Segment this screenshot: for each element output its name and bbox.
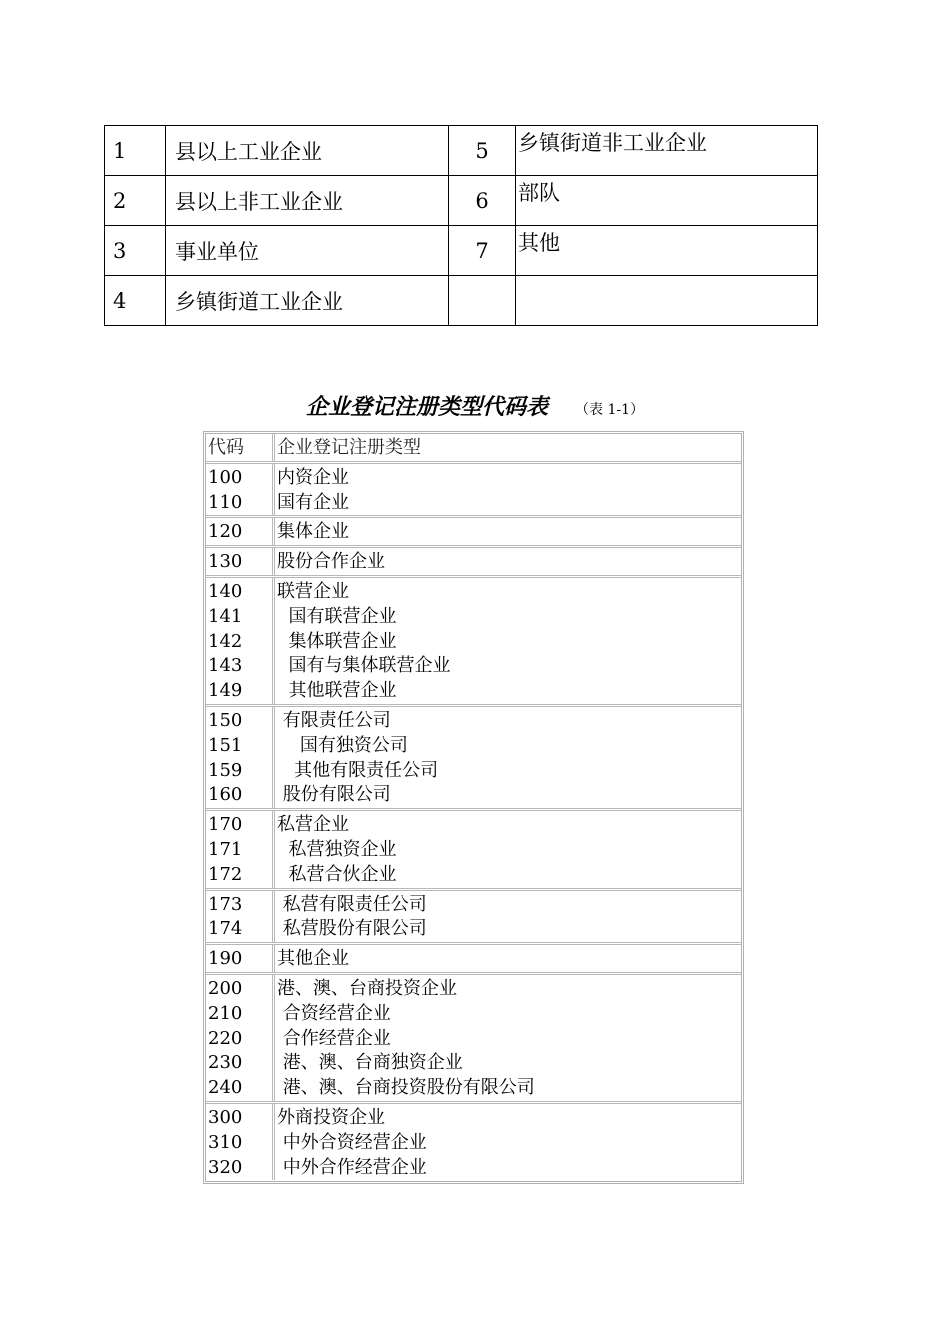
code-value: 151 <box>208 734 243 756</box>
code-cell <box>206 578 275 704</box>
type-name-cell <box>275 578 741 704</box>
code-value: 210 <box>208 1002 243 1024</box>
header-name-cell <box>275 434 741 461</box>
header-code: 代码 <box>208 437 244 458</box>
registration-table-subtitle: （表 1-1） <box>575 402 645 418</box>
type-name: 有限责任公司 <box>277 709 391 731</box>
code-cell <box>206 464 275 516</box>
header-name: 企业登记注册类型 <box>277 437 421 458</box>
type-name: 国有联营企业 <box>277 605 397 627</box>
type-name: 私营独资企业 <box>277 838 397 860</box>
type-name-cell <box>275 548 741 575</box>
code-value: 320 <box>208 1156 243 1178</box>
category-row <box>105 126 818 176</box>
code-value: 120 <box>208 521 243 543</box>
code-value: 140 <box>208 580 243 602</box>
code-value: 100 <box>208 466 243 488</box>
category-label-right: 部队 <box>516 176 818 226</box>
type-name: 合资经营企业 <box>277 1002 391 1024</box>
code-value: 310 <box>208 1131 243 1153</box>
category-row <box>105 226 818 276</box>
code-cell <box>206 891 275 943</box>
type-name-cell <box>275 945 741 972</box>
category-number-left: 2 <box>105 176 166 226</box>
code-value: 300 <box>208 1106 243 1128</box>
category-label-right <box>516 276 818 326</box>
category-label-left: 县以上工业企业 <box>166 126 449 176</box>
category-row <box>105 276 818 326</box>
category-table <box>104 125 818 326</box>
type-name: 集体企业 <box>277 521 349 543</box>
code-value: 141 <box>208 605 243 627</box>
table-row-group <box>206 975 741 1104</box>
type-name: 其他企业 <box>277 948 349 970</box>
type-name-cell <box>275 518 741 545</box>
type-name-cell <box>275 891 741 943</box>
type-name-cell <box>275 707 741 808</box>
registration-type-table <box>203 431 744 1184</box>
code-value: 240 <box>208 1077 243 1099</box>
code-value: 159 <box>208 759 243 781</box>
category-number-right: 5 <box>449 126 516 176</box>
category-row <box>105 176 818 226</box>
type-name: 其他联营企业 <box>277 680 397 702</box>
code-value: 150 <box>208 709 243 731</box>
type-name: 集体联营企业 <box>277 630 397 652</box>
type-name-cell <box>275 975 741 1101</box>
type-name-cell <box>275 1104 741 1180</box>
code-value: 130 <box>208 551 243 573</box>
code-cell <box>206 518 275 545</box>
code-value: 160 <box>208 784 243 806</box>
type-name-cell <box>275 811 741 887</box>
table-row-group <box>206 578 741 707</box>
table-row-group <box>206 945 741 975</box>
category-number-left: 1 <box>105 126 166 176</box>
registration-table-title-row <box>0 390 950 421</box>
code-value: 149 <box>208 680 243 702</box>
code-value: 171 <box>208 838 243 860</box>
code-value: 110 <box>208 491 243 513</box>
category-number-right <box>449 276 516 326</box>
type-name: 私营合伙企业 <box>277 863 397 885</box>
table-row-group <box>206 464 741 519</box>
category-number-left: 3 <box>105 226 166 276</box>
code-cell <box>206 811 275 887</box>
table-row-group <box>206 891 741 946</box>
category-label-left: 乡镇街道工业企业 <box>166 276 449 326</box>
category-label-right: 其他 <box>516 226 818 276</box>
code-value: 200 <box>208 977 243 999</box>
type-name: 内资企业 <box>277 466 349 488</box>
type-name: 联营企业 <box>277 580 349 602</box>
code-cell <box>206 945 275 972</box>
code-cell <box>206 975 275 1101</box>
table-row-group <box>206 548 741 578</box>
type-name: 国有企业 <box>277 491 349 513</box>
code-value: 190 <box>208 948 243 970</box>
category-label-right: 乡镇街道非工业企业 <box>516 126 818 176</box>
category-number-right: 7 <box>449 226 516 276</box>
table-row-group <box>206 518 741 548</box>
code-value: 142 <box>208 630 243 652</box>
code-value: 170 <box>208 814 243 836</box>
code-cell <box>206 1104 275 1180</box>
table-header-row <box>206 434 741 464</box>
code-value: 220 <box>208 1027 243 1049</box>
code-cell <box>206 707 275 808</box>
type-name: 国有独资公司 <box>277 734 408 756</box>
type-name-cell <box>275 464 741 516</box>
type-name: 国有与集体联营企业 <box>277 655 451 677</box>
code-value: 174 <box>208 918 243 940</box>
type-name: 中外合作经营企业 <box>277 1156 427 1178</box>
category-number-left: 4 <box>105 276 166 326</box>
table-row-group <box>206 811 741 890</box>
table-row-group <box>206 707 741 811</box>
table-row-group <box>206 1104 741 1180</box>
registration-table-title: 企业登记注册类型代码表 <box>305 395 548 420</box>
type-name: 港、澳、台商投资股份有限公司 <box>277 1077 535 1099</box>
type-name: 私营有限责任公司 <box>277 893 427 915</box>
category-number-right: 6 <box>449 176 516 226</box>
header-code-cell <box>206 434 275 461</box>
type-name: 中外合资经营企业 <box>277 1131 427 1153</box>
code-value: 143 <box>208 655 243 677</box>
registration-type-table-inner <box>205 433 742 1182</box>
type-name: 私营企业 <box>277 814 349 836</box>
type-name: 合作经营企业 <box>277 1027 391 1049</box>
code-value: 173 <box>208 893 243 915</box>
type-name: 港、澳、台商独资企业 <box>277 1052 463 1074</box>
type-name: 股份有限公司 <box>277 784 391 806</box>
category-label-left: 县以上非工业企业 <box>166 176 449 226</box>
type-name: 私营股份有限公司 <box>277 918 427 940</box>
type-name: 股份合作企业 <box>277 551 385 573</box>
type-name: 外商投资企业 <box>277 1106 385 1128</box>
code-value: 230 <box>208 1052 243 1074</box>
category-label-left: 事业单位 <box>166 226 449 276</box>
type-name: 港、澳、台商投资企业 <box>277 977 457 999</box>
category-table-body <box>105 126 818 326</box>
code-value: 172 <box>208 863 243 885</box>
type-name: 其他有限责任公司 <box>277 759 439 781</box>
code-cell <box>206 548 275 575</box>
